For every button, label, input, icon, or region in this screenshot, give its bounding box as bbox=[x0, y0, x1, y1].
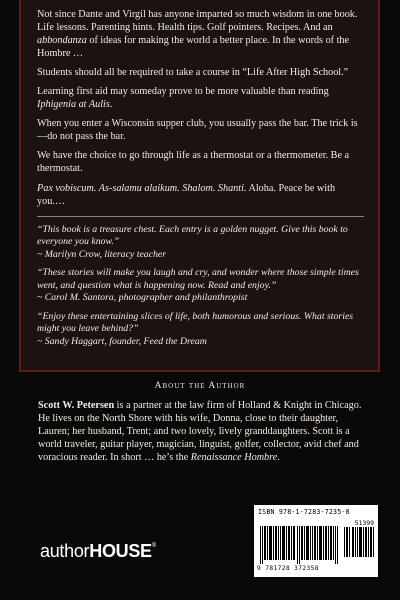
isbn-number: ISBN 978-1-7283-7235-8 bbox=[258, 508, 350, 516]
quote-thermostat: We have the choice to go through life as a thermostat or a thermometer. Be a thermostat. bbox=[37, 150, 350, 175]
review: “Enjoy these entertaining slices of life, both humorous and serious. What stories might you leave behind?” ~ Sandy Haggart, founder, Feed the Dream bbox=[37, 310, 354, 347]
price-barcode-icon bbox=[344, 527, 374, 557]
quote-first-aid: Learning first aid may someday prove to be more valuable than reading Iphigenia at Aulis. bbox=[37, 86, 329, 111]
quote-peace: Pax vobiscum. As-salamu alaikum. Shalom. Shanti. Aloha. Peace be with you.… bbox=[37, 182, 336, 207]
review: “These stories will make you laugh and cry, and wonder where those simple times went, and question what is happening now. Read and enjoy.” ~ Carol M. Santora, photographer and philanthropist bbox=[37, 267, 359, 304]
blurb-panel bbox=[19, 0, 380, 372]
about-heading: About the Author bbox=[154, 381, 246, 391]
barcode-bars-icon bbox=[260, 526, 340, 564]
intro-paragraph: Not since Dante and Virgil has anyone imparted so much wisdom in one book. Life lessons. Parenting hints. Health tips. Golf pointers. Recipes. And an abbondanza of ideas for making the world a better place. In the words of the Hombre … bbox=[37, 9, 358, 60]
quote-life-after-high-school: Students should all be required to take a course in “Life After High School.” bbox=[37, 67, 349, 79]
publisher-logo: authorHOUSE® bbox=[40, 541, 156, 561]
review: “This book is a treasure chest. Each entry is a golden nugget. Give this book to everyone you know.” ~ Marilyn Crow, literacy teacher bbox=[37, 223, 348, 260]
quote-supper-club: When you enter a Wisconsin supper club, you usually pass the bar. The trick is—do not pass the bar. bbox=[37, 118, 358, 143]
price-code: 51399 bbox=[354, 519, 374, 527]
divider bbox=[37, 216, 364, 217]
reviews bbox=[37, 224, 364, 349]
barcode-digits: 9 781728 372358 bbox=[257, 565, 319, 572]
isbn-barcode bbox=[254, 505, 378, 577]
author-bio: Scott W. Petersen is a partner at the law firm of Holland & Knight in Chicago. He lives on the North Shore with his wife, Donna, close to their daughter, Lauren; her husband, Trent; and two lovely, lively granddaughters. Scott is a world traveler, guitar player, magician, linguist, golfer, collector, avid chef and voracious reader. In short … he’s the Renaissance Hombre. bbox=[38, 400, 362, 464]
